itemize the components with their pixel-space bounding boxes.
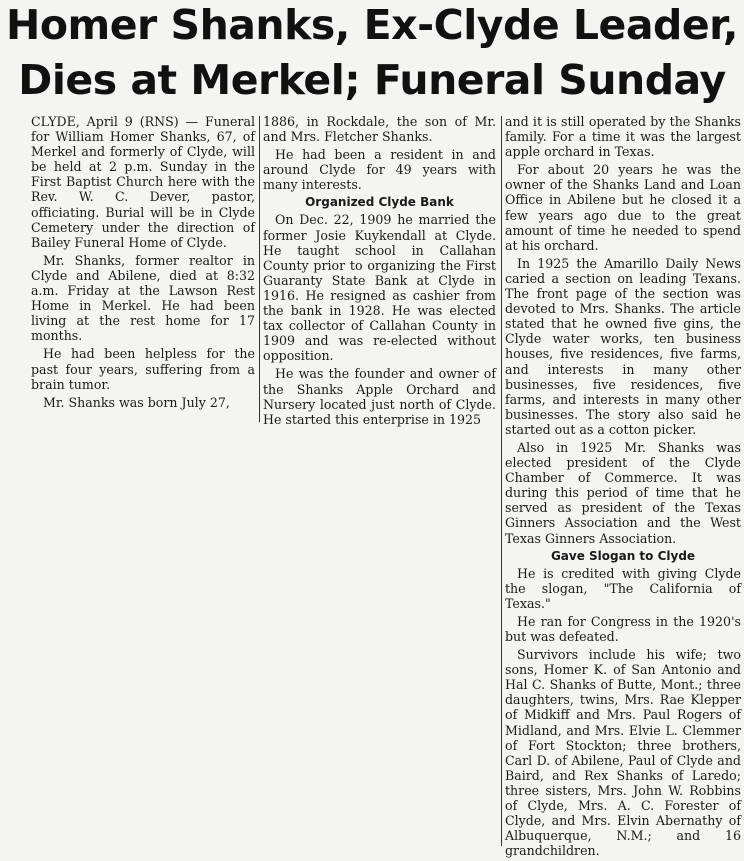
paragraph: He was the founder and owner of the Shanks Apple Orchard and Nursery located just north of Clyde. He started this enterprise in 1925 [263, 366, 496, 427]
subheading: Gave Slogan to Clyde [550, 548, 696, 563]
paragraph: For about 20 years he was the owner of the Shanks Land and Loan Office in Abilene but he closed it a few years ago due to the great amount of time he needed to spend at his orchard. [505, 162, 741, 253]
headline-line-1: Homer Shanks, Ex-Clyde Leader, [6, 1, 738, 49]
paragraph: Also in 1925 Mr. Shanks was elected president of the Clyde Chamber of Commerce. It was during this period of time that he served as president of the Texas Ginners Association and the West Texas Ginners Association. [505, 439, 741, 546]
paragraph: and it is still operated by the Shanks family. For a time it was the largest apple orchard in Texas. [505, 114, 741, 160]
paragraph: Mr. Shanks was born July 27, [43, 394, 230, 410]
subheading: Organized Clyde Bank [305, 195, 454, 210]
article-headline [0, 0, 744, 105]
paragraph: On Dec. 22, 1909 he married the former Josie Kuykendall at Clyde. He taught school in Callahan County prior to organizing the First Guaranty State Bank at Clyde in 1916. He resigned as cashier from the bank in 1928. He was elected tax collector of Callahan County in 1909 and was re-elected without opposition. [263, 212, 496, 364]
paragraph: In 1925 the Amarillo Daily News caried a section on leading Texans. The front page of the section was devoted to Mrs. Shanks. The article stated that he owned five gins, the Clyde water works, ten business houses, five residences, five farms, and interests in many other businesses, five residences, five farms, and interests in many other businesses. The story also said he started out as a cotton picker. [505, 255, 741, 437]
paragraph: CLYDE, April 9 (RNS) — Funeral for William Homer Shanks, 67, of Merkel and formerly of Clyde, will be held at 2 p.m. Sunday in the First Baptist Church here with the Rev. W. C. Dever, pastor, officiating. Burial will be in Clyde Cemetery under the direction of Bailey Funeral Home of Clyde. [31, 114, 255, 250]
paragraph: 1886, in Rockdale, the son of Mr. and Mrs. Fletcher Shanks. [263, 114, 496, 145]
article-column-1 [31, 114, 255, 413]
headline-line-2: Dies at Merkel; Funeral Sunday [18, 56, 726, 104]
article-column-3 [505, 114, 741, 861]
paragraph: He ran for Congress in the 1920's but was defeated. [505, 613, 741, 644]
column-divider [259, 116, 260, 422]
paragraph: Survivors include his wife; two sons, Homer K. of San Antonio and Hal C. Shanks of Butte, Mont.; three daughters, twins, Mrs. Rae Klepper of Midkiff and Mrs. Paul Rogers of Midland, and Mrs. Elvie L. Clemmer of Fort Stockton; three brothers, Carl D. of Abilene, Paul of Clyde and Baird, and Rex Shanks of Laredo; three sisters, Mrs. John W. Robbins of Clyde, Mrs. A. C. Forester of Clyde, and Mrs. Elvin Abernathy of Albuquerque, N.M.; and 16 grandchildren. [505, 647, 741, 859]
paragraph: Mr. Shanks, former realtor in Clyde and Abilene, died at 8:32 a.m. Friday at the Lawson Rest Home in Merkel. He had been living at the rest home for 17 months. [31, 252, 255, 344]
paragraph: He had been helpless for the past four years, suffering from a brain tumor. [31, 346, 255, 392]
article-column-2 [263, 114, 496, 430]
column-divider [501, 116, 502, 846]
paragraph: He had been a resident in and around Clyde for 49 years with many interests. [263, 147, 496, 193]
paragraph: He is credited with giving Clyde the slogan, "The California of Texas." [505, 565, 741, 611]
